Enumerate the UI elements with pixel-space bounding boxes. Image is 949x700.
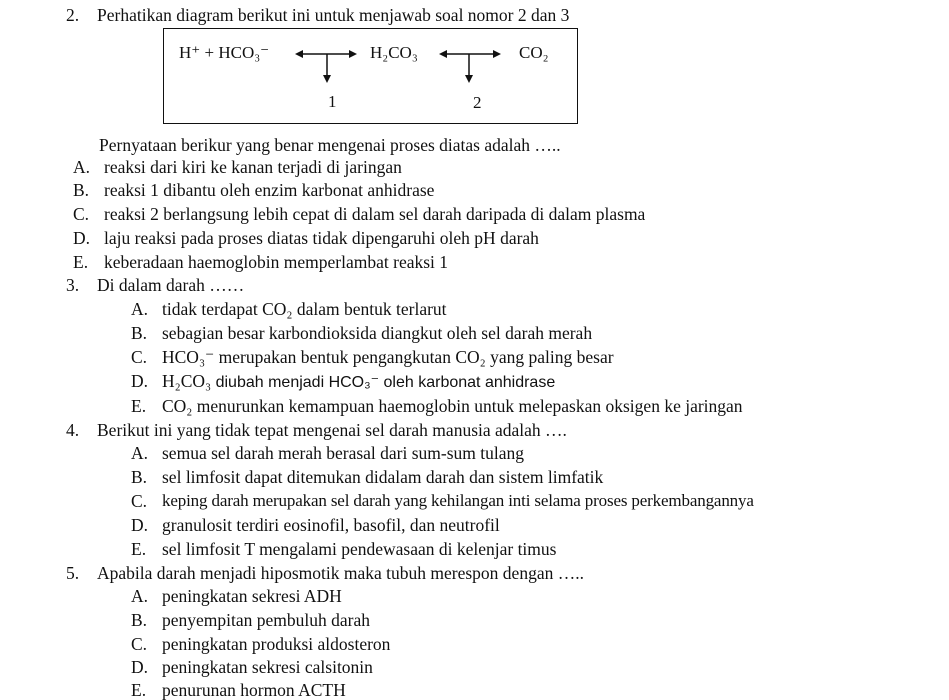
q3-option-text [162,371,555,393]
reversible-arrow-2 [439,45,501,85]
q2-option-text: keberadaan haemoglobin memperlambat reaksi 1 [104,252,449,272]
q3-option-text: sebagian besar karbondioksida diangkut oleh sel darah merah [162,323,593,343]
q2-option-letter: C. [73,204,90,224]
q4-option-text: keping darah merupakan sel darah yang kehilangan inti selama proses perkembangannya [162,491,754,510]
q4-option-text: semua sel darah merah berasal dari sum-sum tulang [162,443,525,463]
q4-option-letter: E. [131,539,147,559]
q5-text: Apabila darah menjadi hiposmotik maka tubuh merespon dengan ….. [97,563,584,583]
q3-number: 3. [66,275,80,295]
reversible-arrow-1 [295,45,357,85]
q2-option-letter: B. [73,180,90,200]
q3-option-letter: D. [131,371,149,391]
q4-option-text: sel limfosit T mengalami pendewasaan di kelenjar timus [162,539,557,559]
q3-option-letter: C. [131,347,148,367]
q4-option-letter: C. [131,491,148,511]
q5-option-letter: B. [131,610,148,630]
q3-option-letter: E. [131,396,147,416]
q5-option-letter: C. [131,634,148,654]
q5-option-letter: A. [131,586,149,606]
q5-option-text: peningkatan sekresi calsitonin [162,657,373,677]
q2-option-text: reaksi 2 berlangsung lebih cepat di dalam sel darah daripada di dalam plasma [104,204,646,224]
q4-option-text: sel limfosit dapat ditemukan didalam darah dan sistem limfatik [162,467,604,487]
q4-option-letter: D. [131,515,149,535]
q5-option-text: penyempitan pembuluh darah [162,610,370,630]
q4-text: Berikut ini yang tidak tepat mengenai sel darah manusia adalah …. [97,420,567,440]
q2-option-text: reaksi dari kiri ke kanan terjadi di jaringan [104,157,402,177]
q5-option-text: peningkatan produksi aldosteron [162,634,391,654]
q4-option-letter: A. [131,443,149,463]
q3-option-text: tidak terdapat CO₂ dalam bentuk terlarut [162,299,447,319]
q2-option-text: laju reaksi pada proses diatas tidak dipengaruhi oleh pH darah [104,228,539,248]
reaction-label-1: 1 [328,92,337,111]
q3-option-text: CO₂ menurunkan kemampuan haemoglobin untuk melepaskan oksigen ke jaringan [162,396,743,416]
middle-species: H₂CO₃ [370,43,418,62]
q3-text: Di dalam darah …… [97,275,245,295]
reaction-diagram [163,28,578,124]
q2-option-text: reaksi 1 dibantu oleh enzim karbonat anhidrase [104,180,435,200]
q3-option-letter: A. [131,299,149,319]
reaction-label-2: 2 [473,93,482,112]
q3-option-letter: B. [131,323,148,343]
q2-option-letter: D. [73,228,91,248]
q4-option-letter: B. [131,467,148,487]
q3-option-d-rest: diubah menjadi HCO₃⁻ oleh karbonat anhidrase [211,374,556,391]
q2-number: 2. [66,5,80,25]
q2-option-letter: A. [73,157,91,177]
q5-option-text: peningkatan sekresi ADH [162,586,342,606]
q5-number: 5. [66,563,80,583]
q3-option-text: HCO₃⁻ merupakan bentuk pengangkutan CO₂ yang paling besar [162,347,614,367]
q2-option-letter: E. [73,252,89,272]
q5-option-text: penurunan hormon ACTH [162,680,346,700]
left-species: H⁺ + HCO₃⁻ [179,43,270,62]
q2-stem: Pernyataan berikur yang benar mengenai proses diatas adalah ….. [99,135,561,155]
q5-option-letter: D. [131,657,149,677]
right-species: CO₂ [519,43,549,62]
q4-number: 4. [66,420,80,440]
q5-option-letter: E. [131,680,147,700]
q4-option-text: granulosit terdiri eosinofil, basofil, dan neutrofil [162,515,500,535]
q2-text: Perhatikan diagram berikut ini untuk menjawab soal nomor 2 dan 3 [97,5,570,25]
q3-option-d-formula: H₂CO₃ [162,371,212,391]
